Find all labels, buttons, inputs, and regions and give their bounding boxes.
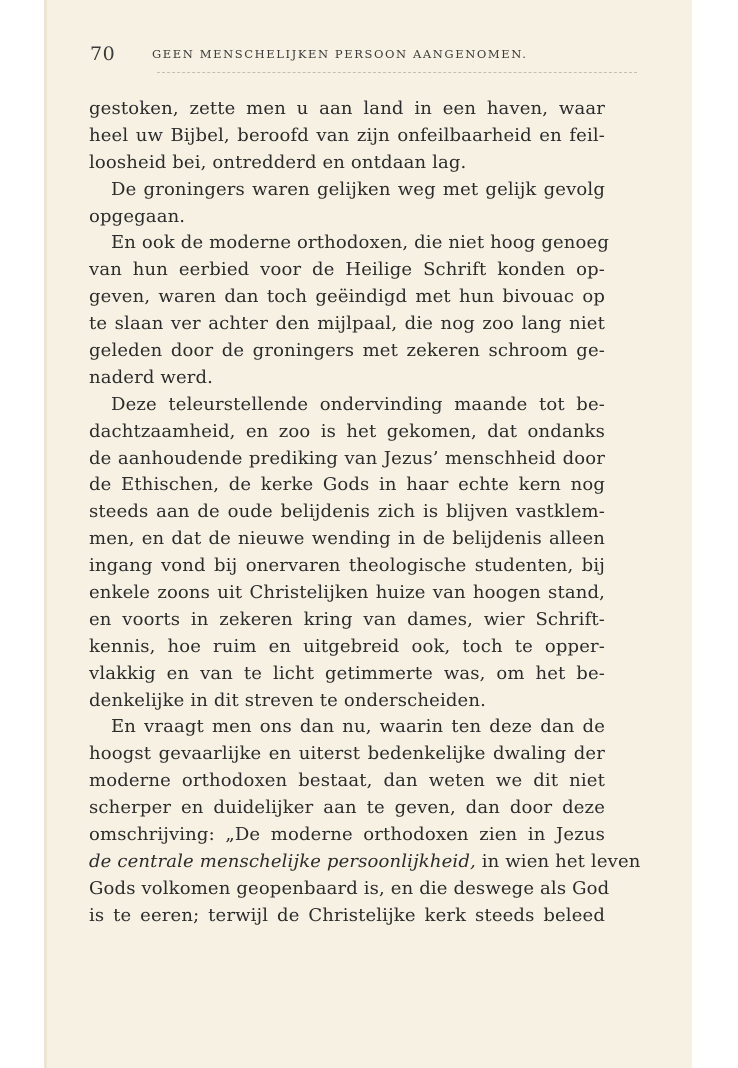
text-line: hoogst gevaarlijke en uiterst bedenkelijke dwaling der <box>89 743 605 765</box>
text-line: geven, waren dan toch geëindigd met hun bivouac op <box>89 286 605 308</box>
text-line: kennis, hoe ruim en uitgebreid ook, toch te opper- <box>89 635 605 657</box>
text-fragment: in wien het leven <box>475 850 641 872</box>
text-line: denkelijke in dit streven te onderscheiden. <box>89 689 486 711</box>
text-line: scherper en duidelijker aan te geven, dan door deze <box>89 797 605 819</box>
text-line: is te eeren; terwijl de Christelijke kerk steeds beleed <box>89 904 605 926</box>
page-header <box>90 43 650 65</box>
text-line: vlakkig en van te licht getimmerte was, om het be- <box>89 662 605 684</box>
text-line: opgegaan. <box>89 205 186 227</box>
text-line: men, en dat de nieuwe wending in de belijdenis alleen <box>89 528 605 550</box>
running-title: GEEN MENSCHELIJKEN PERSOON AANGENOMEN. <box>152 47 528 61</box>
text-line: De groningers waren gelijken weg met gelijk gevolg <box>111 178 605 200</box>
text-line: dachtzaamheid, en zoo is het gekomen, dat ondanks <box>89 420 605 442</box>
text-line: van hun eerbied voor de Heilige Schrift konden op- <box>89 259 605 281</box>
text-line: Deze teleurstellende ondervinding maande tot be- <box>111 393 605 415</box>
text-line: ingang vond bij onervaren theologische studenten, bij <box>89 555 605 577</box>
text-line: gestoken, zette men u aan land in een haven, waar <box>89 98 605 119</box>
text-line-mixed <box>89 849 641 876</box>
header-rule <box>157 72 637 76</box>
italic-phrase: de centrale menschelijke persoonlijkheid, <box>89 850 476 872</box>
body-text <box>89 96 641 930</box>
text-line: loosheid bei, ontredderd en ontdaan lag. <box>89 151 467 173</box>
text-line: moderne orthodoxen bestaat, dan weten we dit niet <box>89 770 605 792</box>
text-line: omschrijving: „De moderne orthodoxen zien in Jezus <box>89 824 605 846</box>
text-line: naderd werd. <box>89 366 214 388</box>
text-line: steeds aan de oude belijdenis zich is blijven vastklem- <box>89 501 605 523</box>
text-line: En ook de moderne orthodoxen, die niet hoog genoeg <box>111 232 610 254</box>
text-line: de aanhoudende prediking van Jezus’ menschheid door <box>89 447 605 469</box>
text-line: Gods volkomen geopenbaard is, en die deswege als God <box>89 877 610 899</box>
page-number: 70 <box>90 43 116 65</box>
text-line: enkele zoons uit Christelijken huize van hoogen stand, <box>89 582 605 604</box>
text-line: te slaan ver achter den mijlpaal, die nog zoo lang niet <box>89 313 605 335</box>
text-line: en voorts in zekeren kring van dames, wier Schrift- <box>89 608 605 630</box>
text-line: geleden door de groningers met zekeren schroom ge- <box>89 340 605 362</box>
text-line: heel uw Bijbel, beroofd van zijn onfeilbaarheid en feil- <box>89 124 605 146</box>
text-line: de Ethischen, de kerke Gods in haar echte kern nog <box>89 474 605 496</box>
text-line: En vraagt men ons dan nu, waarin ten deze dan de <box>111 716 605 738</box>
